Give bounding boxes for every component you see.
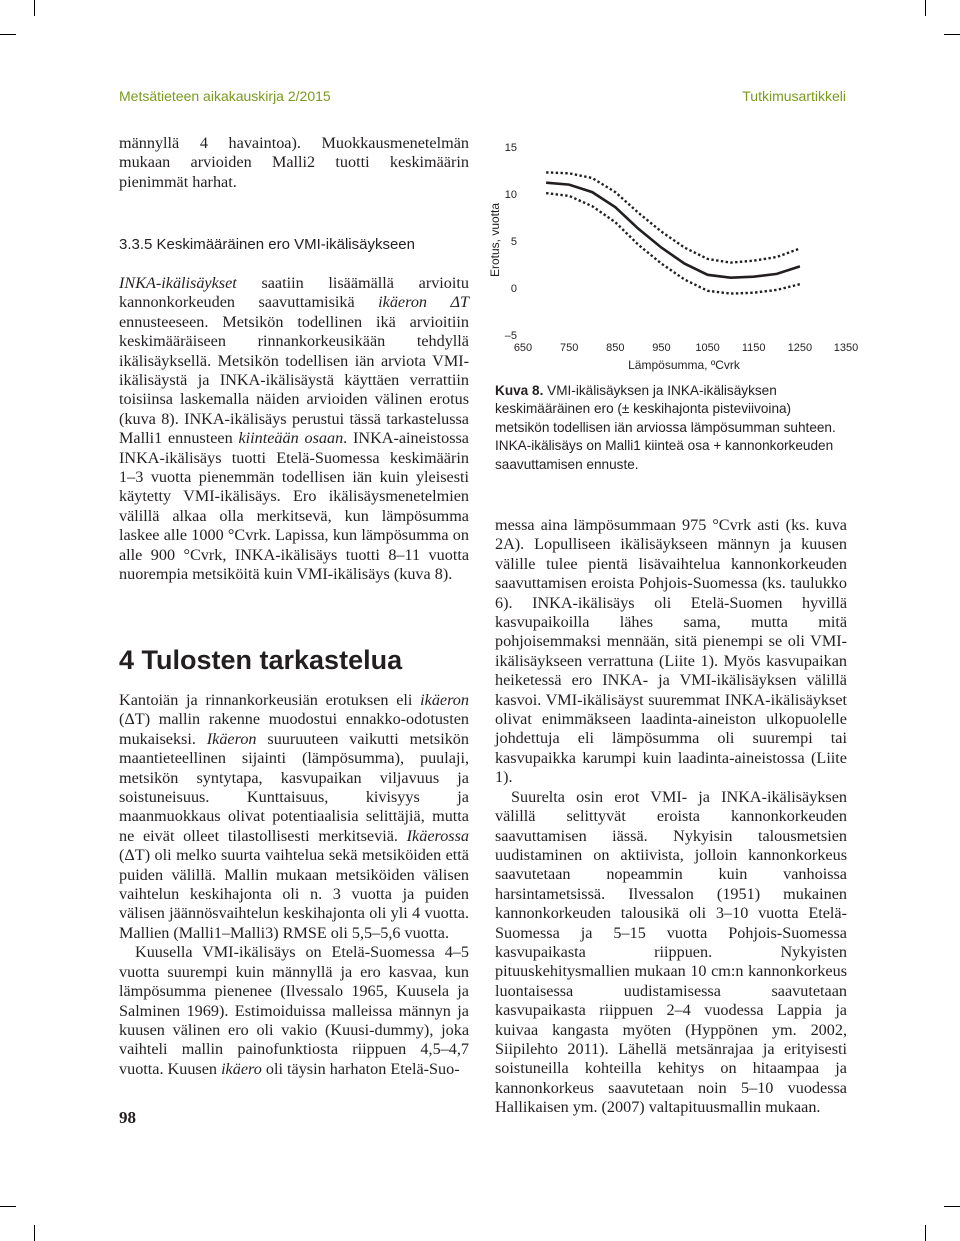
crop-mark xyxy=(925,0,926,16)
paragraph-text: männyllä 4 havaintoa). Muokkausmenetelmän mukaan arvioiden Malli2 tuotti keskimäärin pienimmät harhat. xyxy=(119,134,469,191)
y-tick-label: –5 xyxy=(504,330,517,342)
caption-text: VMI-ikälisäyksen ja INKA-ikälisäyksen keskimääräinen ero (± keskihajonta pisteviivoina) metsikön todellisen iän arviossa lämpösumman suhteen. INKA-ikälisäys on Malli1 kiinteä osa + kannonkorkeuden saavuttamisen ennuste. xyxy=(495,383,836,472)
paragraph xyxy=(119,691,469,1079)
paragraph-text xyxy=(119,274,469,585)
italic-term: kiinteään osaan xyxy=(238,429,344,448)
crop-mark xyxy=(34,0,35,16)
paragraph-text: Suurelta osin erot VMI- ja INKA-ikälisäyksen välillä selittyvät eroista kannonkorkeuden saavuttamisen iässä. Nykyisin talousmetsien uudistaminen on aktiivista, jolloin kannonkorkeus saavutetaan nopeammin kuin vanhoissa harsintametsissä. Ilvessalon (1951) mukainen kannonkorkeuden talousikä oli 3–10 vuotta Etelä-Suomessa ja 5–15 vuotta Pohjois-Suomessa kasvupaikasta riippuen. Nykyisten pituuskehitysmallien mukaan 10 cm:n kannonkorkeus luontaisessa uudistamisessa saavutetaan kasvupaikasta riippuen 2–4 vuodessa Lappia ja kuivaa kangasta myöten (Hyppönen ym. 2002, Siipilehto 2011). Lähellä metsänrajaa ja erityisesti soistuneilla kohteilla kehitys on hitaampaa ja kannonkorkeus saavutetaan noin 5–10 vuodessa Hallikaisen ym. (2007) valtapituusmallin mukaan. xyxy=(495,787,847,1117)
article-type: Tutkimusartikkeli xyxy=(742,88,846,104)
x-tick-label: 750 xyxy=(559,342,579,354)
text-run: ennusteeseen. Metsikön todellinen ikä arvioitiin keskimääräiseen rinnankorkeusikään tehdyllä ikälisäyksellä. Metsikön todellisen iän arviota VMI-ikälisäystä ja INKA-ikälisäystä käyttäen verrattiin toisiinsa laskemalla näiden arvioiden välinen erotus (kuva 8). INKA-ikälisäys perustui tässä tarkastelussa Malli1 ennusteen xyxy=(119,312,469,448)
x-axis-label: Lämpösumma, ºCvrk xyxy=(628,358,740,372)
crop-mark xyxy=(944,34,960,35)
x-tick-label: 1350 xyxy=(833,342,859,354)
italic-term: Ikäeron xyxy=(206,729,257,748)
caption-label: Kuva 8. xyxy=(495,383,544,398)
text-run: oli täysin harhaton Etelä-Suo- xyxy=(261,1059,460,1078)
section-heading: 3.3.5 Keskimääräinen ero VMI-ikälisäykseen xyxy=(119,236,415,253)
text-run: saatiin lisäämällä arvioitu kannonkorkeuden saavuttamisikä xyxy=(119,274,469,312)
text-run: . INKA-aineistossa INKA-ikälisäys tuotti Etelä-Suomessa keskimäärin 1–3 vuotta pienemmän todellisen iän kuin yleisesti käytetty VMI-ikälisäys. Ero ikälisäysmenetelmien välillä alkaa olla merkitsevä, kun lämpösumma laskee alle 1000 °Cvrk. Lapissa, kun lämpösumma on alle 900 °Cvrk, INKA-ikälisäys tuotti 8–11 vuotta nuorempia metsiköitä kuin VMI-ikälisäys (kuva 8). xyxy=(119,429,469,584)
italic-term: Ikäerossa xyxy=(406,826,469,845)
x-tick-label: 850 xyxy=(606,342,625,354)
std-deviation-line xyxy=(546,193,800,294)
page-number: 98 xyxy=(119,1108,136,1127)
x-tick-label: 950 xyxy=(652,342,671,354)
x-tick-label: 1150 xyxy=(741,342,766,354)
x-tick-label: 650 xyxy=(513,342,533,354)
mean-difference-line xyxy=(546,183,800,278)
text-run: (ΔT) oli melko suurta vaihtelua sekä metsiköiden että puiden välillä. Mallin mukaan metsiköiden välisen vaihtelun keskihajonta oli n. 3 vuotta ja puiden välisen jäännösvaihtelun keskihajonta oli yli 4 vuotta. Mallien (Malli1–Malli3) RMSE oli 5,5–5,6 vuotta. xyxy=(119,846,469,942)
text-run: Kantoiän ja rinnankorkeusiän erotuksen eli xyxy=(119,691,421,709)
y-tick-label: 0 xyxy=(510,283,517,295)
paragraph-text: messa aina lämpösummaan 975 °Cvrk asti (ks. kuva 2A). Lopulliseen ikälisäykseen männyn ja kuusen välille tulee pientä lisävaihtelua kannonkorkeuden saavuttamisen eroista Pohjois-Suomessa (ks. taulukko 6). INKA-ikälisäys oli Etelä-Suomen hyvillä kasvupaikoilla lähes sama, mutta mitä pohjoisemmaksi mennään, sitä pienempi se oli VMI-ikälisäykseen verrattuna (Liite 1). Myös kasvupaikan heiketessä ero INKA- ja VMI-ikälisäyksen välillä kasvoi. VMI-ikälisäyst suuremmat INKA-ikälisäykset olivat enimmäkseen laadinta-aineiston ulkopuolelle johdettuja eli lämpösumma oli suurempi tai kasvupaikka karumpi kuin laadinta-aineistossa (Liite 1). xyxy=(495,516,847,787)
italic-term: ikäeron xyxy=(420,691,469,709)
italic-term: INKA-ikälisäykset xyxy=(119,274,237,292)
paragraph xyxy=(119,134,469,192)
figure-caption xyxy=(495,382,847,474)
paragraph xyxy=(495,516,847,1118)
crop-mark xyxy=(944,1206,960,1207)
y-axis-label: Erotus, vuotta xyxy=(488,202,502,278)
crop-mark xyxy=(925,1225,926,1241)
italic-term: ikäeron ΔT xyxy=(378,293,469,312)
text-run: (ΔT) mallin rakenne muodostui ennakko-odotusten mukaiseksi. xyxy=(119,710,469,748)
x-tick-label: 1250 xyxy=(787,342,813,354)
text-run: Kuusella VMI-ikälisäys on Etelä-Suomessa 4–5 vuotta suurempi kuin männyllä ja ero kasvaa, kun lämpösumma pienenee (Ilvessalo 1965, Kuusela ja Salminen 1969). Estimoiduissa malleissa männyn ja kuusen välinen ero oli vakio (Kuusi-dummy), joka vaihteli mallin painofunktiosta riippuen 4,5–4,7 vuotta. Kuusen xyxy=(119,943,469,1078)
crop-mark xyxy=(34,1225,35,1241)
crop-mark xyxy=(0,1206,16,1207)
journal-title: Metsätieteen aikakauskirja 2/2015 xyxy=(119,88,331,104)
crop-mark xyxy=(0,34,16,35)
y-tick-label: 10 xyxy=(504,189,517,201)
y-tick-label: 15 xyxy=(504,142,517,154)
text-run: suuruuteen vaikutti metsikön maantieteellinen sijainti (lämpösumma), puulaji, metsikön syntytapa, kasvupaikan viljavuus ja soistuneisuus. Kunttaisuus, kivisyys ja maanmuokkaus olivat potentiaalisia selittäjiä, mutta ne eivät olleet tilastollisesti merkitseviä. xyxy=(119,729,469,845)
chapter-heading: 4 Tulosten tarkastelua xyxy=(119,645,403,675)
std-deviation-line xyxy=(546,172,800,262)
paragraph-text xyxy=(119,691,469,943)
line-chart xyxy=(487,135,859,380)
x-tick-label: 1050 xyxy=(695,342,720,354)
paragraph xyxy=(119,274,469,585)
italic-term: ikäero xyxy=(221,1059,262,1078)
y-tick-label: 5 xyxy=(510,236,517,248)
paragraph-text xyxy=(119,943,469,1079)
